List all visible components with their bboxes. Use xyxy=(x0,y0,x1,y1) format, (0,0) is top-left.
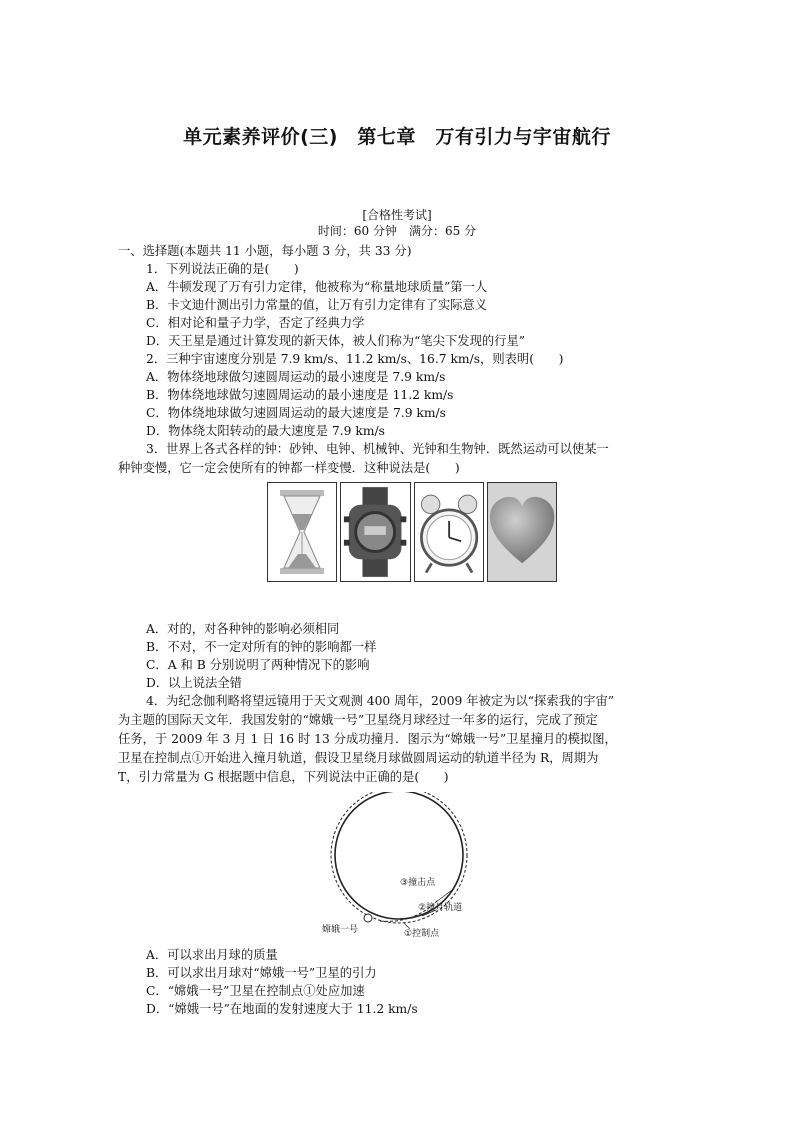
question-3-stem-line-2: 种钟变慢，它一定会使所有的钟都一样变慢．这种说法是( ) xyxy=(118,461,460,475)
question-4-stem-line-1: 4．为纪念伽利略将望远镜用于天文观测 400 周年，2009 年被定为以“探索我的宇宙” xyxy=(146,694,615,708)
question-1-option-d: D．天王星是通过计算发现的新天体，被人们称为“笔尖下发现的行星” xyxy=(146,334,526,348)
question-2-option-c: C．物体绕地球做匀速圆周运动的最大速度是 7.9 km/s xyxy=(146,406,446,420)
question-3-stem-line-1: 3．世界上各式各样的钟：砂钟、电钟、机械钟、光钟和生物钟．既然运动可以使某一 xyxy=(146,442,609,456)
wristwatch-image xyxy=(340,482,410,582)
question-4-option-a: A．可以求出月球的质量 xyxy=(146,948,278,962)
page-title: 单元素养评价(三) 第七章 万有引力与宇宙航行 xyxy=(183,126,611,148)
question-3-option-c: C．A 和 B 分别说明了两种情况下的影响 xyxy=(146,658,370,672)
moon-circle xyxy=(335,792,463,919)
question-3-option-b: B．不对，不一定对所有的钟的影响都一样 xyxy=(146,640,377,654)
hourglass-image xyxy=(267,482,337,582)
question-1-option-c: C．相对论和量子力学，否定了经典力学 xyxy=(146,316,365,330)
exam-type: [合格性考试] xyxy=(362,208,432,222)
control-point-label: ①控制点 xyxy=(404,929,440,939)
satellite-marker xyxy=(364,914,372,922)
exam-time: 时间：60 分钟 满分：65 分 xyxy=(317,224,477,238)
alarm-clock-image xyxy=(414,482,484,582)
chang-e-1-label: 嫦娥一号 xyxy=(322,925,359,935)
question-4-stem-line-5: T，引力常量为 G 根据题中信息，下列说法中正确的是( ) xyxy=(118,770,449,784)
question-2-option-a: A．物体绕地球做匀速圆周运动的最小速度是 7.9 km/s xyxy=(146,370,446,384)
question-4-stem-line-4: 卫星在控制点①开始进入撞月轨道，假设卫星绕月球做圆周运动的轨道半径为 R，周期为 xyxy=(118,751,599,765)
impact-point-label: ③撞击点 xyxy=(400,878,436,888)
question-4-option-d: D．“嫦娥一号”在地面的发射速度大于 11.2 km/s xyxy=(146,1002,418,1016)
impact-orbit-label: ②撞月轨道 xyxy=(418,903,463,913)
question-4-stem-line-3: 任务，于 2009 年 3 月 1 日 16 时 13 分成功撞月．图示为“嫦娥一号”卫星撞月的模拟图， xyxy=(118,732,617,746)
question-2-option-b: B．物体绕地球做匀速圆周运动的最小速度是 11.2 km/s xyxy=(146,388,454,402)
moon-impact-diagram xyxy=(318,792,508,942)
question-2-stem: 2．三种宇宙速度分别是 7.9 km/s、11.2 km/s、16.7 km/s，则表明( ) xyxy=(146,352,564,366)
question-3-option-d: D．以上说法全错 xyxy=(146,676,242,690)
section-heading: 一、选择题(本题共 11 小题，每小题 3 分，共 33 分) xyxy=(118,244,412,258)
question-1-option-b: B．卡文迪什测出引力常量的值，让万有引力定律有了实际意义 xyxy=(146,298,488,312)
question-4-option-b: B．可以求出月球对“嫦娥一号”卫星的引力 xyxy=(146,966,377,980)
clock-photos xyxy=(267,482,557,582)
question-4-stem-line-2: 为主题的国际天文年．我国发射的“嫦娥一号”卫星绕月球经过一年多的运行，完成了预定 xyxy=(118,713,598,727)
heart-image xyxy=(487,482,557,582)
question-2-option-d: D．物体绕太阳转动的最大速度是 7.9 km/s xyxy=(146,424,385,438)
question-1-stem: 1．下列说法正确的是( ) xyxy=(146,262,299,276)
question-3-option-a: A．对的，对各种钟的影响必须相同 xyxy=(146,622,340,636)
question-4-option-c: C．“嫦娥一号”卫星在控制点①处应加速 xyxy=(146,984,365,998)
question-1-option-a: A．牛顿发现了万有引力定律，他被称为“称量地球质量”第一人 xyxy=(146,280,488,294)
